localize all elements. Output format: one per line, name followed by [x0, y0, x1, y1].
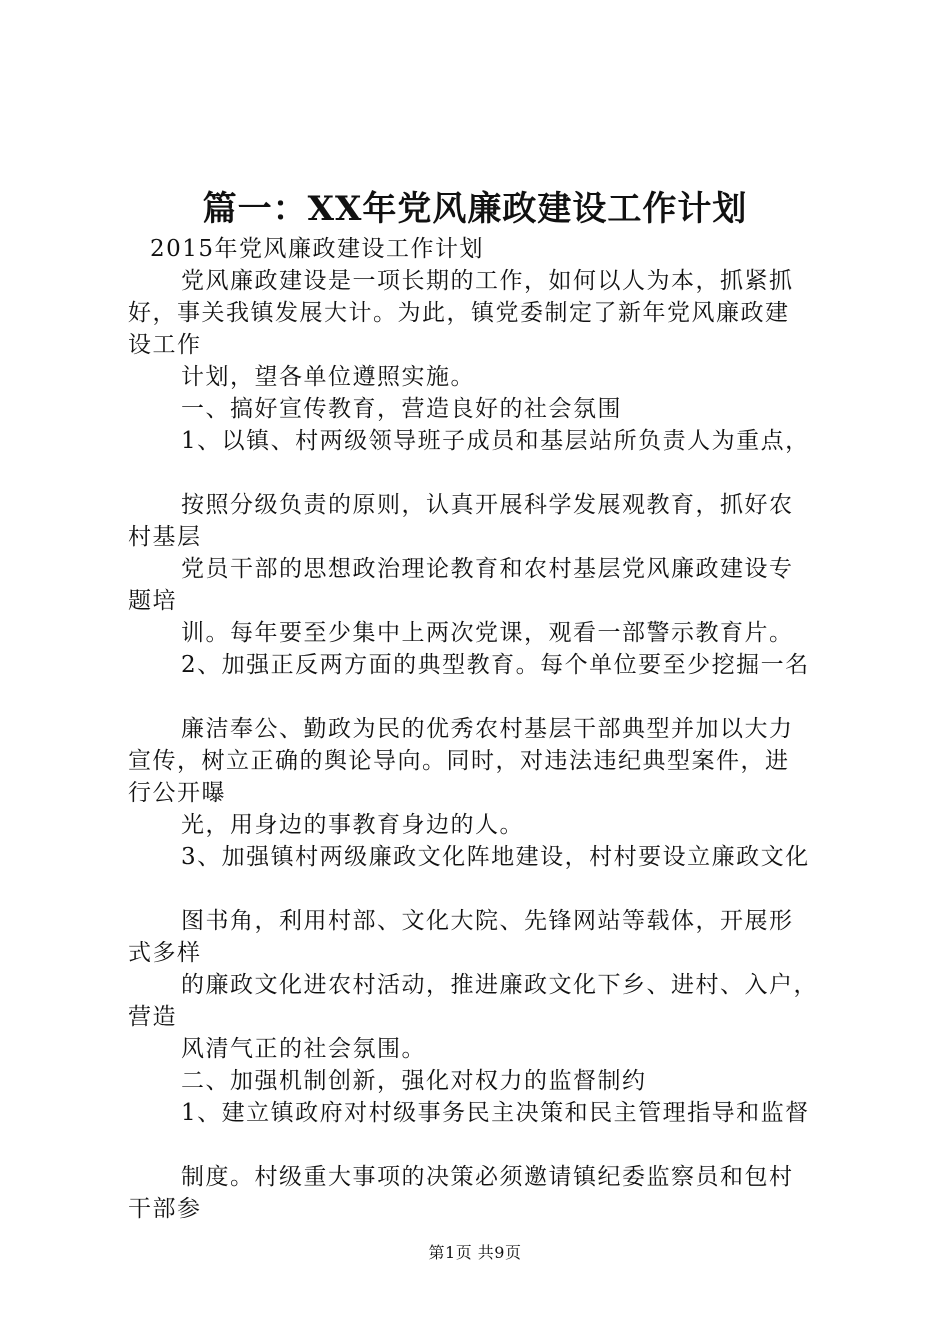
text-line: 按照分级负责的原则，认真开展科学发展观教育，抓好农 [181, 492, 794, 518]
text-line: 制度。村级重大事项的决策必须邀请镇纪委监察员和包村 [181, 1164, 794, 1190]
text-line: 好，事关我镇发展大计。为此，镇党委制定了新年党风廉政建 [128, 300, 790, 326]
text-line: 的廉政文化进农村活动，推进廉政文化下乡、进村、入户， [181, 972, 818, 998]
blank-line [128, 1129, 833, 1161]
text-line: 党员干部的思想政治理论教育和农村基层党风廉政建设专 [181, 556, 794, 582]
text-line: 计划，望各单位遵照实施。 [181, 364, 475, 390]
text-line: 干部参 [128, 1196, 202, 1222]
page-footer: 第1页 共9页 [428, 1243, 522, 1262]
text-line: 2015年党风廉政建设工作计划 [150, 236, 485, 262]
text-line: 廉洁奉公、勤政为民的优秀农村基层干部典型并加以大力 [181, 716, 794, 742]
blank-line [128, 681, 833, 713]
text-line: 村基层 [128, 524, 202, 550]
text-line: 3、加强镇村两级廉政文化阵地建设，村村要设立廉政文化 [181, 844, 810, 870]
blank-line [128, 873, 833, 905]
text-line: 党风廉政建设是一项长期的工作，如何以人为本，抓紧抓 [181, 268, 794, 294]
text-line: 风清气正的社会氛围。 [181, 1036, 426, 1062]
text-line: 行公开曝 [128, 780, 226, 806]
blank-line [128, 457, 833, 489]
section-heading: 二、加强机制创新，强化对权力的监督制约 [181, 1068, 647, 1094]
text-line: 题培 [128, 588, 177, 614]
text-line: 宣传，树立正确的舆论导向。同时，对违法违纪典型案件，进 [128, 748, 790, 774]
text-line: 训。每年要至少集中上两次党课，观看一部警示教育片。 [181, 620, 794, 646]
text-line: 式多样 [128, 940, 202, 966]
text-line: 图书角，利用村部、文化大院、先锋网站等载体，开展形 [181, 908, 794, 934]
text-line: 2、加强正反两方面的典型教育。每个单位要至少挖掘一名 [181, 652, 810, 678]
text-line: 1、以镇、村两级领导班子成员和基层站所负责人为重点， [181, 428, 810, 454]
text-line: 设工作 [128, 332, 202, 358]
text-line: 营造 [128, 1004, 177, 1030]
text-line: 1、建立镇政府对村级事务民主决策和民主管理指导和监督 [181, 1100, 810, 1126]
text-line: 光，用身边的事教育身边的人。 [181, 812, 524, 838]
document-title: 篇一：XX年党风廉政建设工作计划 [202, 189, 748, 229]
document-body [128, 233, 833, 1225]
section-heading: 一、搞好宣传教育，营造良好的社会氛围 [181, 396, 622, 422]
